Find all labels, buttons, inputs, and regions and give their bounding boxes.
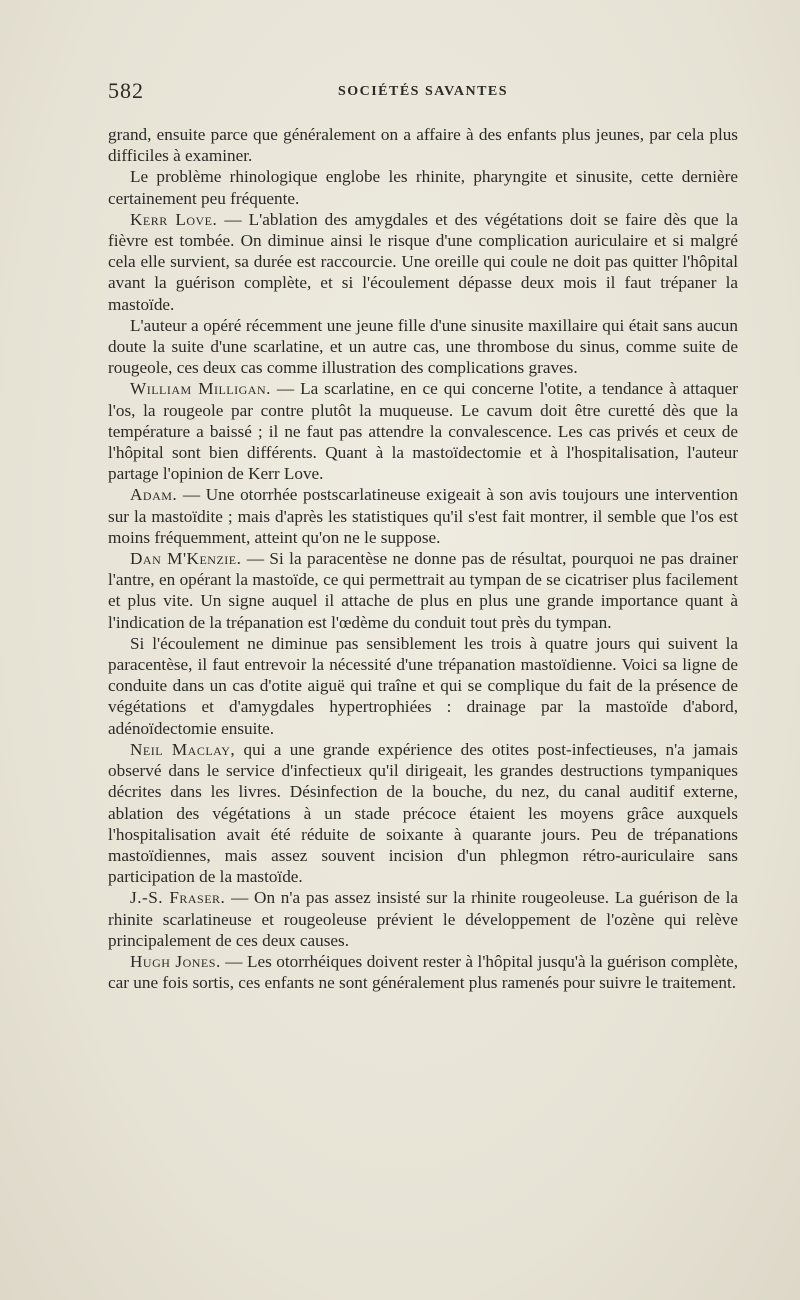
paragraph: Dan M'Kenzie. — Si la paracentèse ne donne pas de résultat, pourquoi ne pas drainer l'antre, en opérant la mastoïde, ce qui permettrait au tympan de se cicatriser plus facilement et plus vite. Un signe auquel il attache de plus en plus une grande importance quant à l'indication de la trépanation est l'œdème du conduit tout près du tympan. <box>108 549 738 632</box>
paragraph: Le problème rhinologique englobe les rhinite, pharyngite et sinusite, cette dernière certainement peu fréquente. <box>108 167 738 208</box>
paragraph: grand, ensuite parce que généralement on a affaire à des enfants plus jeunes, par cela plus difficiles à examiner. <box>108 125 738 166</box>
paragraph: J.-S. Fraser. — On n'a pas assez insisté sur la rhinite rougeoleuse. La guérison de la rhinite scarlatineuse et rougeoleuse prévient le développement de l'ozène qui relève principalement de ces deux causes. <box>108 888 739 950</box>
body-text <box>108 124 738 993</box>
paragraph: Si l'écoulement ne diminue pas sensiblement les trois à quatre jours qui suivent la paracentèse, il faut entrevoir la nécessité d'une trépanation mastoïdienne. Voici sa ligne de conduite dans un cas d'otite aiguë qui traîne et qui se complique du fait de la présence de végétations et d'amygdales hypertrophiées : drainage par la mastoïde d'abord, adénoïdectomie ensuite. <box>108 633 738 738</box>
paragraph: Adam. — Une otorrhée postscarlatineuse exigeait à son avis toujours une intervention sur la mastoïdite ; mais d'après les statistiques qu'il s'est fait montrer, il semble que l'os est moins fréquemment, atteint qu'on ne le suppose. <box>108 485 738 547</box>
speaker-name: Dan M'Kenzie. <box>130 549 242 569</box>
speaker-name: Neil Maclay, <box>130 739 236 759</box>
paragraph: William Milligan. — La scarlatine, en ce qui concerne l'otite, a tendance à attaquer l'os, la rougeole par contre plutôt la muqueuse. Le cavum doit être curetté dès que la température a baissé ; il ne faut pas attendre la convalescence. Les cas privés et ceux de l'hôpital sont bien différents. Quant à la mastoïdectomie et à l'hospitalisation, l'auteur partage l'opinion de Kerr Love. <box>108 379 738 484</box>
speaker-name: J.-S. Fraser. <box>130 888 226 908</box>
speaker-name: William Milligan. <box>130 379 271 399</box>
page-header <box>108 78 738 108</box>
speaker-name: Kerr Love. <box>130 209 218 229</box>
paragraph: Neil Maclay, qui a une grande expérience des otites post-infectieuses, n'a jamais observé dans le service d'infectieux qu'il dirigeait, les grandes destructions tympaniques décrites dans les livres. Désinfection de la bouche, du nez, du canal auditif externe, ablation des végétations à un stade précoce étaient les moyens grâce auxquels l'hospitalisation avait été réduite de soixante à quarante jours. Peu de trépanations mastoïdiennes, mais assez souvent incision d'un phlegmon rétro-auriculaire sans participation de la mastoïde. <box>108 739 738 887</box>
paragraph: Kerr Love. — L'ablation des amygdales et des végétations doit se faire dès que la fièvre est tombée. On diminue ainsi le risque d'une complication auriculaire et si malgré cela elle survient, sa durée est raccourcie. Une oreille qui coule ne doit pas quitter l'hôpital avant la guérison complète, et si l'écoulement dépasse deux mois il faut trépaner la mastoïde. <box>108 209 738 314</box>
running-title: SOCIÉTÉS SAVANTES <box>337 84 509 99</box>
speaker-name: Hugh Jones. <box>130 951 221 971</box>
paragraph: Hugh Jones. — Les otorrhéiques doivent rester à l'hôpital jusqu'à la guérison complète, car une fois sortis, ces enfants ne sont généralement plus ramenés pour suivre le traitement. <box>108 951 739 993</box>
page-number: 582 <box>108 78 144 103</box>
paragraph: L'auteur a opéré récemment une jeune fille d'une sinusite maxillaire qui était sans aucun doute la suite d'une scarlatine, et un autre cas, une thrombose du sinus, comme suite de rougeole, ces deux cas comme illustration des complications graves. <box>108 315 738 378</box>
speaker-name: Adam. <box>130 485 178 505</box>
